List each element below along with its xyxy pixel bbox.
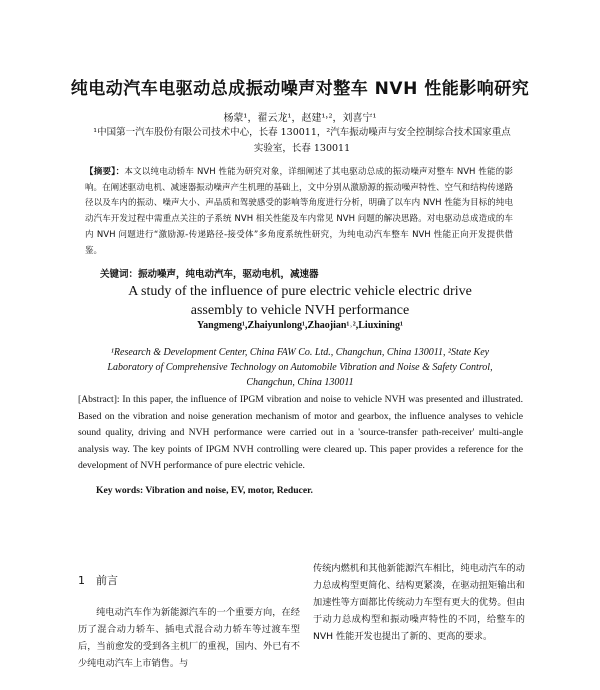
- chinese-abstract-text: 本文以纯电动轿车 NVH 性能为研究对象，详细阐述了其电驱动总成的振动噪声对整车 NVH 性能的影响。在阐述驱动电机、减速器振动噪声产生机理的基础上，文中分别从激励源的振动噪声特性、空气和结构传递路径以及车内的振动、噪声大小、声品质和驾驶感受的影响等角度进行分析，明确了以车内 NVH 性能为目标的纯电动汽车开发过程中需重点关注的子系统 NVH 相关性能及车内常见 NVH 问题的解决思路。对电驱动总成造成的车内 NVH 问题进行“激励源-传递路径-接受体”多角度系统性研究，为纯电动汽车整车 NVH 性能正向开发提供借鉴。: [85, 167, 513, 256]
- english-title: [0, 282, 600, 320]
- body-right-column: 传统内燃机和其他新能源汽车相比，纯电动汽车的动力总成构型更简化、结构更紧凑，在驱动扭矩输出和加速性等方面都比传统动力车型有更大的优势。但由于动力总成构型和振动噪声特性的不同，给整车的 NVH 性能开发也提出了新的、更高的要求。: [313, 563, 525, 642]
- english-title-line: A study of the influence of pure electric vehicle electric drive: [128, 284, 472, 299]
- english-keywords: Key words: Vibration and noise, EV, motor, Reducer.: [96, 485, 313, 496]
- body-left-column: [78, 604, 300, 672]
- body-left-text: 纯电动汽车作为新能源汽车的一个重要方向，在经历了混合动力轿车、插电式混合动力轿车等过渡车型后，当前愈发的受到各主机厂的重视，国内、外已有不少纯电动汽车上市销售。与: [78, 607, 300, 669]
- chinese-title: 纯电动汽车电驱动总成振动噪声对整车 NVH 性能影响研究: [70, 79, 530, 99]
- section-heading: 1 前言: [78, 574, 118, 587]
- chinese-authors: 杨蒙¹，翟云龙¹，赵建¹˒²，刘喜宁¹: [223, 113, 377, 124]
- chinese-affiliation: [62, 125, 542, 157]
- chinese-affiliation-line: 实验室，长春 130011: [253, 143, 351, 154]
- chinese-keywords: 关键词：振动噪声，纯电动汽车，驱动电机，减速器: [100, 269, 319, 280]
- english-abstract: [Abstract]: In this paper, the influence of IPGM vibration and noise to vehicle NVH was presented and illustrated. Based on the vibration and noise generation mechanism of motor and gearbox, the influence analyses to vehicle sound quality, driving and NVH performance were carried out in a 'source-transfer path-receiver' multi-angle analysis way. The key points of IPGM NVH controlling were cleared up. This paper provides a reference for the development of NVH performance of pure electric vehicle.: [78, 394, 523, 471]
- chinese-abstract-label: 【摘要】：: [85, 167, 125, 177]
- chinese-abstract: [85, 165, 513, 259]
- english-authors: Yangmeng¹,Zhaiyunlong¹,Zhaojian¹˒²,Liuxining¹: [197, 320, 403, 331]
- english-affiliation: ¹Research & Development Center, China FAW Co. Ltd., Changchun, China 130011, ²State Key Laboratory of Comprehensive Technology on Automobile Vibration and Noise & Safety Control, Changchun, China 130011: [107, 347, 493, 388]
- english-title-line: assembly to vehicle NVH performance: [190, 303, 410, 318]
- chinese-affiliation-line: ¹中国第一汽车股份有限公司技术中心，长春 130011，²汽车振动噪声与安全控制综合技术国家重点: [93, 127, 511, 138]
